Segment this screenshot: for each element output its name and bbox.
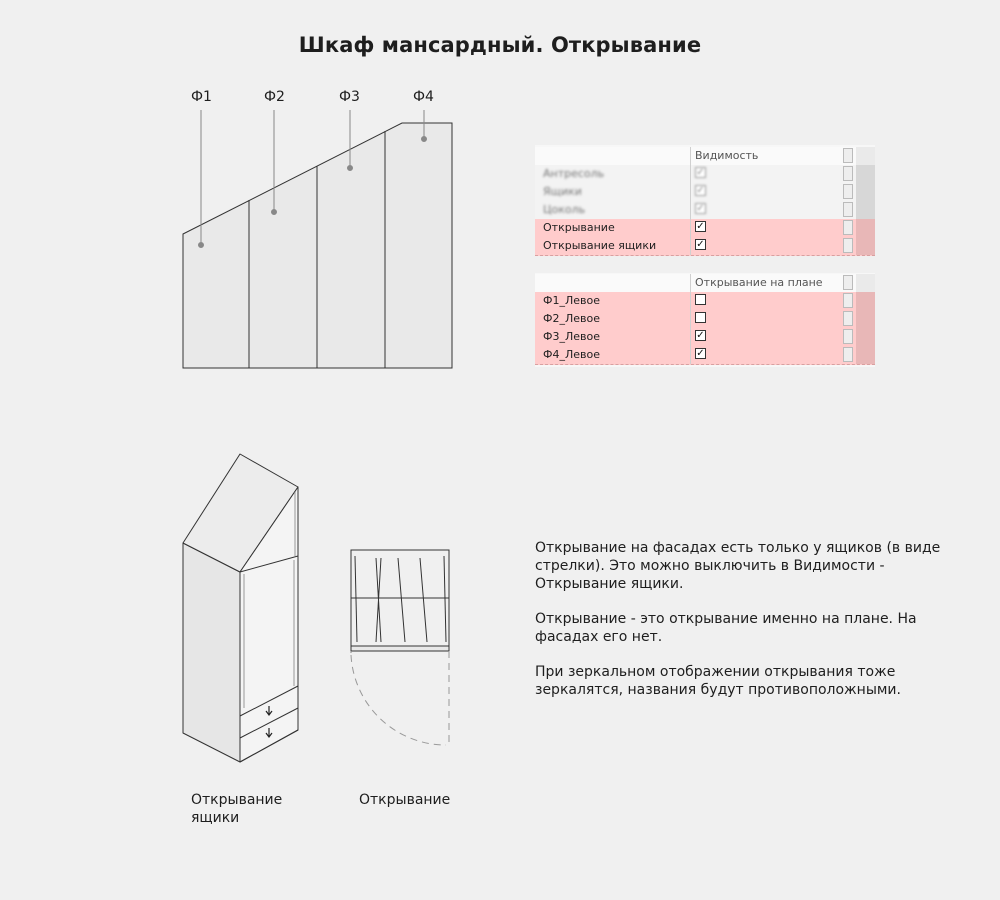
visibility-row[interactable] [535,201,875,219]
caption-drawer-opening: Открывание ящики [191,792,283,826]
visibility-row[interactable] [535,237,875,256]
wardrobe-elevation [183,123,452,368]
facade-label-f1: Ф1 [191,89,212,105]
facade-label-f2: Ф2 [264,89,285,105]
plan-view [351,550,449,745]
visibility-row-label: Открывание [543,221,615,234]
facade-label-f4: Ф4 [413,89,434,105]
visibility-row-label: Антресоль [543,167,605,180]
leader-dot-f4 [422,137,427,142]
plan-row[interactable] [535,310,875,329]
facade-label-f3: Ф3 [339,89,360,105]
visibility-row[interactable] [535,183,875,201]
check-icon[interactable]: ✓ [696,330,705,341]
check-icon[interactable]: ✓ [696,348,705,359]
visibility-table [535,145,875,255]
plan-row[interactable] [535,292,875,311]
leader-dot-f2 [272,210,277,215]
plan-checkbox[interactable] [695,294,706,305]
plan-table-header [535,274,875,292]
plan-header-label: Открывание на плане [695,276,823,289]
leader-dot-f1 [199,243,204,248]
note-paragraph: Открывание - это открывание именно на плане. На фасадах его нет. [535,611,917,645]
visibility-checkbox[interactable]: ✓ [696,167,705,178]
check-icon[interactable]: ✓ [696,239,705,250]
note-paragraph: Открывание на фасадах есть только у ящиков (в виде стрелки). Это можно выключить в Видимости - Открывание ящики. [535,540,941,592]
visibility-row[interactable] [535,219,875,238]
visibility-checkbox[interactable]: ✓ [696,185,705,196]
plan-row-label: Ф4_Левое [543,348,600,361]
plan-row-label: Ф2_Левое [543,312,600,325]
visibility-row-label: Ящики [543,185,582,198]
check-icon[interactable]: ✓ [696,221,705,232]
visibility-row[interactable] [535,165,875,183]
door-swing-arc [351,655,446,745]
visibility-row-label: Цоколь [543,203,586,216]
notes [535,539,945,716]
plan-checkbox[interactable] [695,312,706,323]
visibility-table-header [535,147,875,165]
plan-row-label: Ф1_Левое [543,294,600,307]
plan-row[interactable] [535,328,875,347]
iso-left-side [183,543,240,762]
plan-opening-table [535,273,875,367]
visibility-header-label: Видимость [695,149,759,162]
plan-row-label: Ф3_Левое [543,330,600,343]
caption-opening: Открывание [359,792,451,808]
visibility-checkbox[interactable]: ✓ [696,203,705,214]
note-paragraph: При зеркальном отображении открывания тоже зеркалятся, названия будут противоположными. [535,664,901,698]
page-title: Шкаф мансардный. Открывание [298,33,702,57]
leader-dot-f3 [348,166,353,171]
plan-row[interactable] [535,346,875,365]
plan-door [351,646,449,651]
visibility-row-label: Открывание ящики [543,239,657,252]
wardrobe-isometric [183,454,298,762]
